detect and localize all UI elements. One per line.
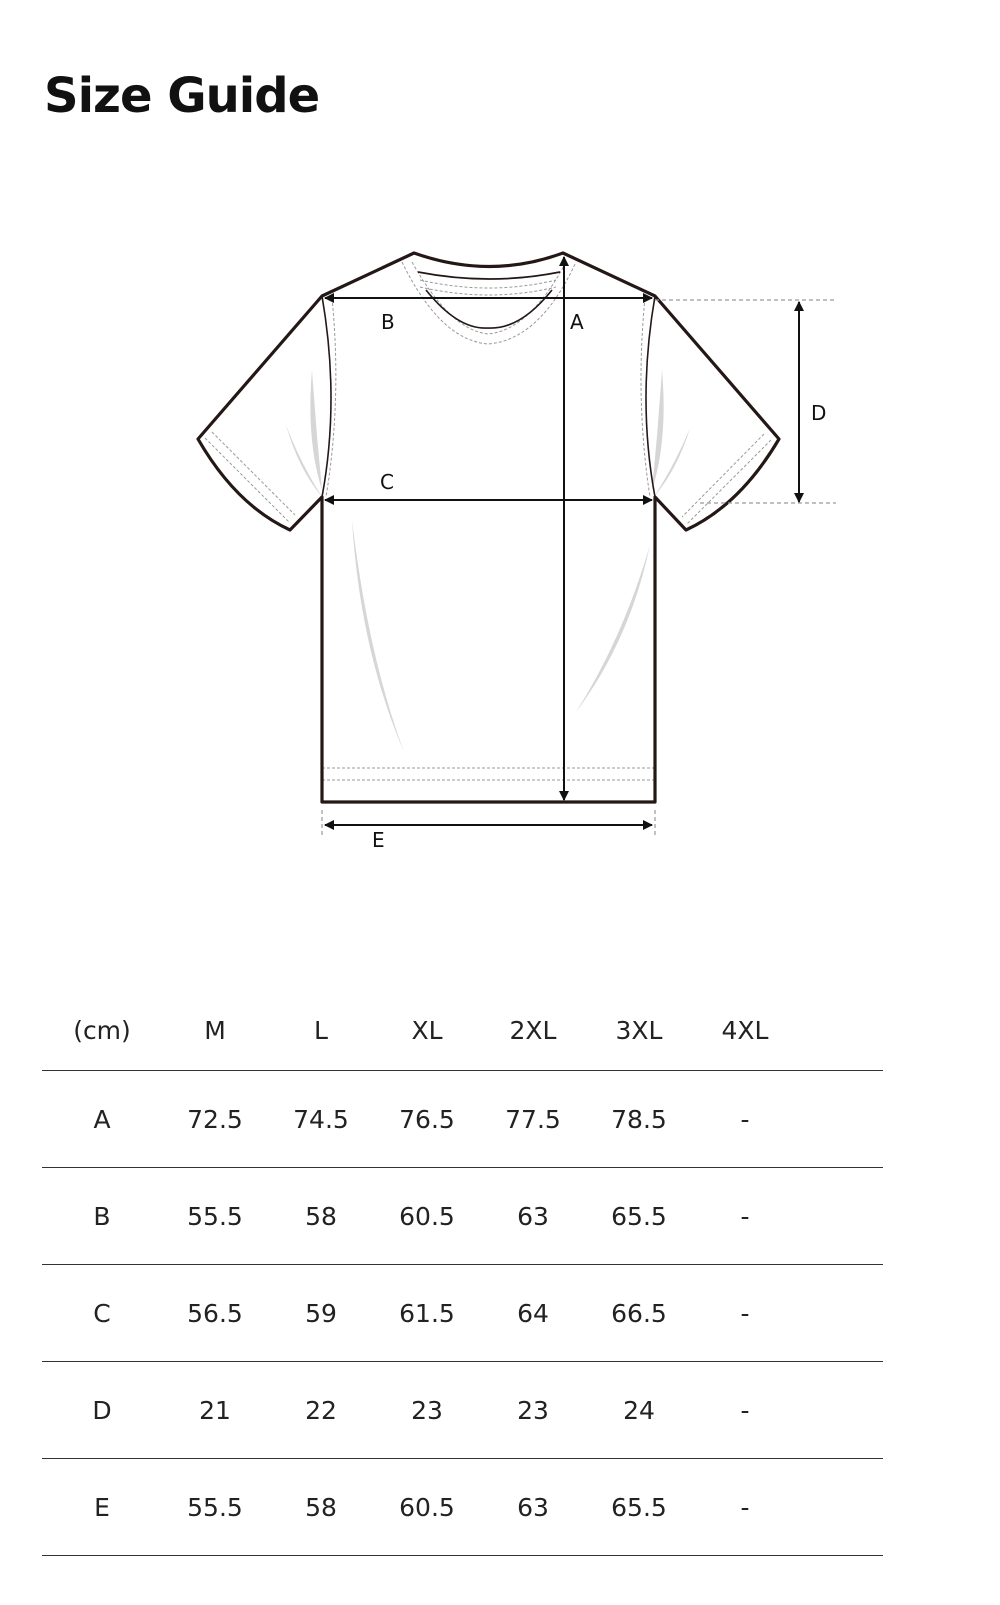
table-cell: 74.5	[293, 1104, 349, 1134]
fabric-shading	[286, 370, 690, 752]
size-header: M	[204, 1015, 226, 1045]
table-cell: 23	[517, 1395, 549, 1425]
stitch-lines	[205, 262, 771, 780]
table-cell: 61.5	[399, 1298, 455, 1328]
row-label: D	[92, 1395, 112, 1425]
table-row	[42, 1168, 883, 1265]
table-cell: 22	[305, 1395, 337, 1425]
table-cell: -	[740, 1492, 750, 1522]
table-cell: 55.5	[187, 1201, 243, 1231]
size-header: 3XL	[615, 1015, 663, 1045]
armhole-seams	[322, 296, 655, 497]
table-cell: 59	[305, 1298, 337, 1328]
table-cell: 65.5	[611, 1492, 667, 1522]
table-cell: 77.5	[505, 1104, 561, 1134]
unit-header: (cm)	[73, 1015, 131, 1045]
table-cell: 64	[517, 1298, 549, 1328]
table-cell: 60.5	[399, 1492, 455, 1522]
size-table	[42, 990, 883, 1556]
table-cell: -	[740, 1395, 750, 1425]
label-c: C	[380, 470, 394, 494]
table-cell: 55.5	[187, 1492, 243, 1522]
table-cell: 60.5	[399, 1201, 455, 1231]
label-a: A	[570, 310, 584, 334]
label-e: E	[372, 828, 385, 852]
table-cell: 58	[305, 1201, 337, 1231]
row-label: B	[93, 1201, 111, 1231]
row-label: E	[94, 1492, 110, 1522]
table-cell: 23	[411, 1395, 443, 1425]
table-cell: 63	[517, 1492, 549, 1522]
table-row	[42, 1265, 883, 1362]
row-label: C	[93, 1298, 111, 1328]
table-row	[42, 1071, 883, 1168]
table-cell: 21	[199, 1395, 231, 1425]
tshirt-outline	[198, 253, 779, 802]
size-header: XL	[411, 1015, 443, 1045]
table-header-row	[42, 990, 883, 1071]
table-cell: 72.5	[187, 1104, 243, 1134]
table-cell: 58	[305, 1492, 337, 1522]
size-header: L	[314, 1015, 328, 1045]
table-row	[42, 1459, 883, 1556]
page-title: Size Guide	[44, 68, 320, 124]
label-b: B	[381, 310, 395, 334]
guide-lines	[322, 300, 836, 838]
table-cell: -	[740, 1298, 750, 1328]
table-row	[42, 1362, 883, 1459]
label-d: D	[811, 401, 827, 425]
table-cell: 65.5	[611, 1201, 667, 1231]
table-cell: 66.5	[611, 1298, 667, 1328]
table-cell: -	[740, 1104, 750, 1134]
size-header: 4XL	[721, 1015, 769, 1045]
table-cell: 76.5	[399, 1104, 455, 1134]
collar	[418, 272, 560, 331]
table-cell: 63	[517, 1201, 549, 1231]
table-cell: 78.5	[611, 1104, 667, 1134]
table-cell: 24	[623, 1395, 655, 1425]
table-cell: 56.5	[187, 1298, 243, 1328]
size-header: 2XL	[509, 1015, 557, 1045]
row-label: A	[93, 1104, 111, 1134]
table-cell: -	[740, 1201, 750, 1231]
